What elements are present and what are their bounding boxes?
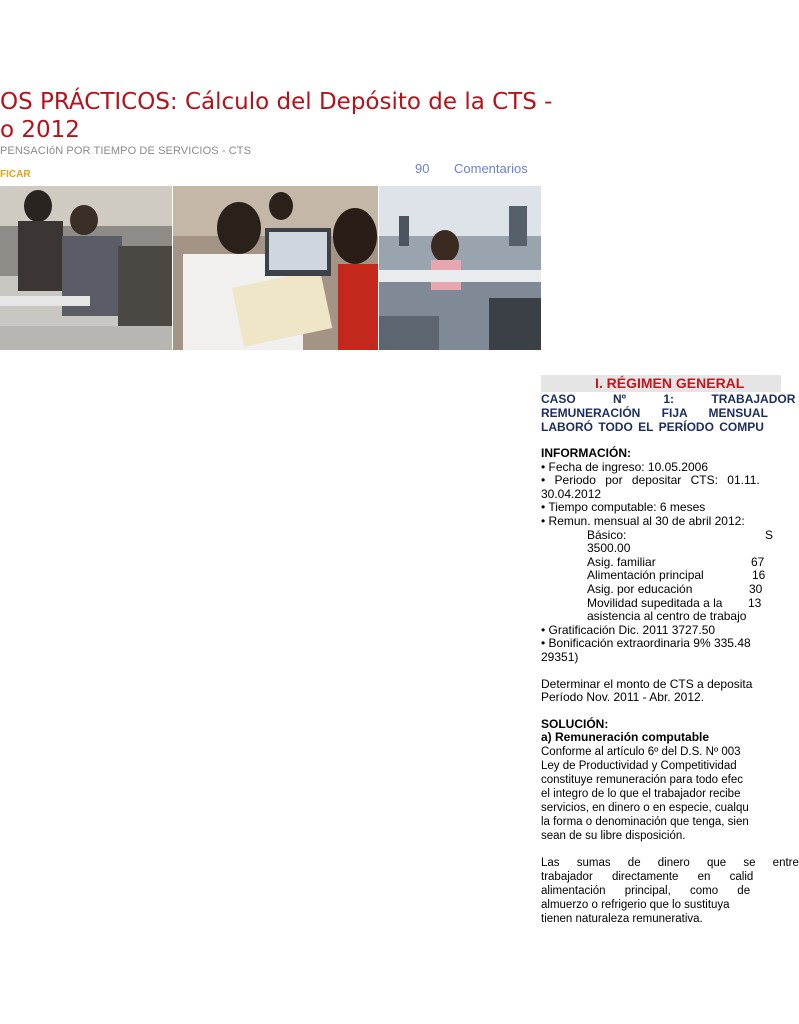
case-title-line: CASO Nº 1: TRABAJADOR	[541, 392, 796, 406]
salary-item	[541, 569, 781, 583]
determine-line: Período Nov. 2011 - Abr. 2012.	[541, 690, 704, 705]
salary-item-label: Asig. por educación	[587, 581, 693, 596]
extra-line: 29351)	[541, 649, 579, 664]
paragraph-line: constituye remuneración para todo efec	[541, 773, 744, 786]
salary-item	[541, 583, 781, 597]
salary-item-amount: 67	[751, 554, 765, 569]
salary-item	[541, 610, 781, 624]
info-line: • Periodo por depositar CTS: 01.11.	[541, 473, 760, 488]
paragraph-line: Conforme al artículo 6º del D.S. Nº 003	[541, 745, 741, 758]
photo-workers-at-computers	[0, 186, 172, 350]
salary-item	[541, 529, 781, 543]
salary-item-amount: 30	[749, 581, 763, 596]
paragraph-line: almuerzo o refrigerio que lo sustituya	[541, 898, 730, 911]
case-document	[541, 375, 799, 926]
info-line: • Tiempo computable: 6 meses	[541, 500, 706, 515]
determine-line: Determinar el monto de CTS a deposita	[541, 676, 753, 691]
comments-link[interactable]: Comentarios	[454, 161, 528, 176]
paragraph-line: la forma o denominación que tenga, sien	[541, 815, 749, 828]
page-title	[0, 88, 553, 144]
info-line: • Fecha de ingreso: 10.05.2006	[541, 459, 708, 474]
extra-line: • Bonificación extraordinaria 9% 335.48	[541, 636, 751, 651]
paragraph-line: tienen naturaleza remunerativa.	[541, 912, 703, 925]
paragraph-line: sean de su libre disposición.	[541, 829, 686, 842]
regimen-heading: I. RÉGIMEN GENERAL	[541, 375, 781, 392]
salary-item-amount: 13	[748, 595, 762, 610]
info-heading: INFORMACIÓN:	[541, 446, 631, 460]
salary-item-label: Movilidad supeditada a la	[587, 595, 723, 610]
solution-heading: SOLUCIÓN:	[541, 716, 609, 731]
info-line: 30.04.2012	[541, 486, 602, 501]
page-title-line-2: o 2012	[0, 117, 80, 143]
comment-count[interactable]: 90	[415, 161, 430, 176]
category-link[interactable]: PENSACIóN POR TIEMPO DE SERVICIOS - CTS	[0, 145, 252, 157]
paragraph-line: el integro de lo que el trabajador recibe	[541, 787, 741, 800]
salary-item-label: asistencia al centro de trabajo	[587, 609, 747, 624]
extra-line: • Gratificación Dic. 2011 3727.50	[541, 622, 716, 637]
case-title-line: REMUNERACIÓN FIJA MENSUAL	[541, 406, 768, 420]
photo-office-workers	[379, 186, 541, 350]
photo-man-reading-document	[173, 186, 378, 350]
paragraph-line: alimentación principal, como de	[541, 884, 751, 897]
paragraph-line: trabajador directamente en calid	[541, 870, 754, 883]
salary-item-label: 3500.00	[587, 541, 631, 556]
salary-item-label: Básico:	[587, 527, 627, 542]
verify-link[interactable]: FICAR	[0, 169, 31, 180]
solution-subheading: a) Remuneración computable	[541, 730, 710, 745]
paragraph-line: servicios, en dinero o en especie, cualqu	[541, 801, 749, 814]
paragraph-line: Las sumas de dinero que se entre	[541, 856, 799, 869]
page-title-line-1: OS PRÁCTICOS: Cálculo del Depósito de la CTS -	[0, 89, 553, 115]
header-photo-strip	[0, 186, 541, 350]
salary-item-label: Asig. familiar	[587, 554, 656, 569]
info-line: • Remun. mensual al 30 de abril 2012:	[541, 513, 745, 528]
salary-item-label: Alimentación principal	[587, 568, 704, 583]
salary-item	[541, 556, 781, 570]
salary-item-amount: 16	[752, 568, 766, 583]
paragraph-line: Ley de Productividad y Competitividad	[541, 759, 737, 772]
salary-item	[541, 542, 781, 556]
case-title-line: LABORÓ TODO EL PERÍODO COMPU	[541, 420, 764, 434]
salary-item-amount: S	[765, 527, 774, 542]
salary-item	[541, 597, 781, 611]
